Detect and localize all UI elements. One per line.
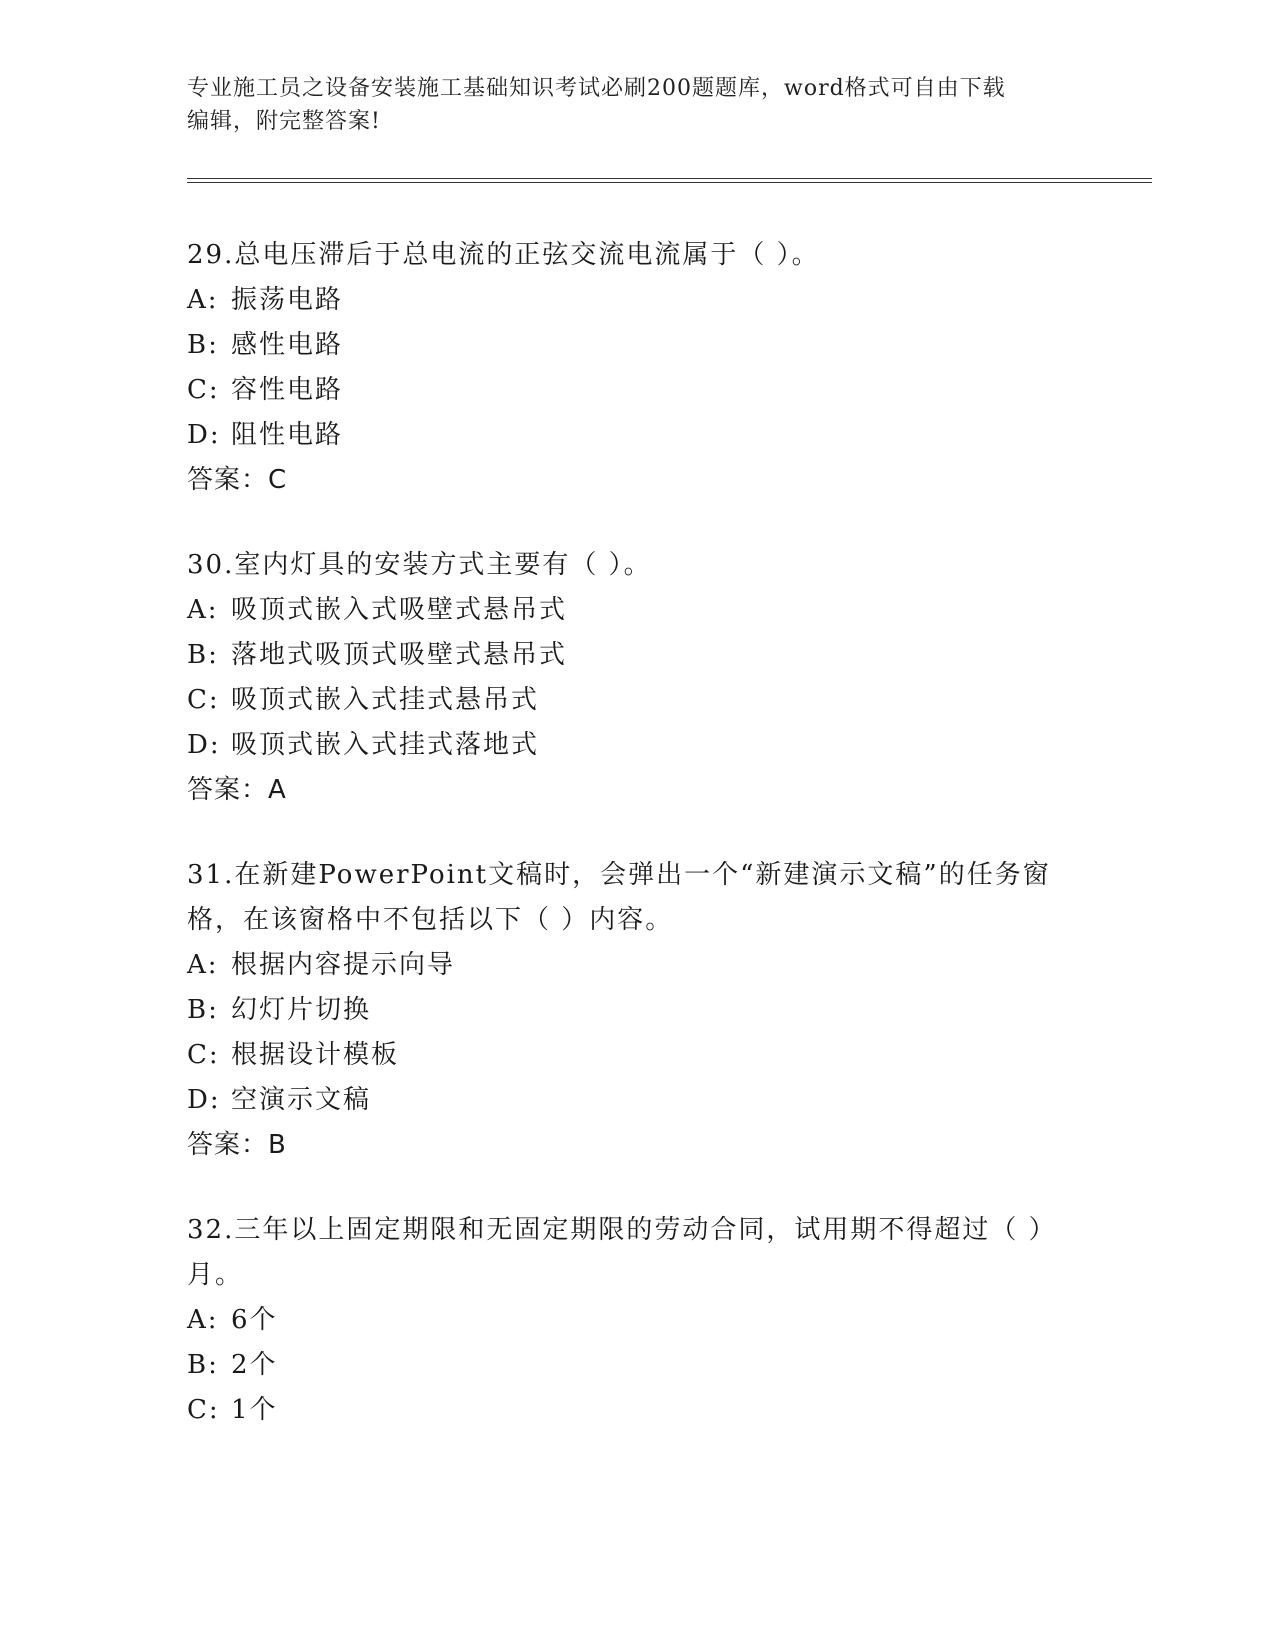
answer-text: 答案：B — [187, 1130, 287, 1160]
option-text: 吸顶式嵌入式吸壁式悬吊式 — [231, 595, 568, 625]
question-title: 31.在新建PowerPoint文稿时，会弹出一个“新建演示文稿”的任务窗格，在该窗格中不包括以下（ ）内容。 — [187, 860, 1051, 935]
question-30 — [187, 543, 1067, 813]
header-line-2: 编辑，附完整答案! — [187, 109, 381, 134]
header-divider-top — [187, 178, 1152, 179]
header-line-1: 专业施工员之设备安装施工基础知识考试必刷200题题库，word格式可自由下载 — [187, 76, 1006, 101]
option-text: 阻性电路 — [231, 420, 344, 450]
option-text: 幻灯片切换 — [231, 995, 372, 1025]
option-text: 振荡电路 — [231, 285, 344, 315]
option-a — [187, 588, 1067, 633]
option-label: B: — [187, 330, 219, 360]
option-text: 空演示文稿 — [231, 1085, 372, 1115]
document-header — [187, 72, 1067, 138]
option-label: C: — [187, 1395, 220, 1425]
answer-text: 答案：C — [187, 465, 288, 495]
question-32 — [187, 1208, 1067, 1433]
option-c — [187, 368, 1067, 413]
option-label: C: — [187, 375, 220, 405]
header-divider-bottom — [187, 182, 1152, 183]
option-c — [187, 1033, 1067, 1078]
question-title: 32.三年以上固定期限和无固定期限的劳动合同，试用期不得超过（ ）月。 — [187, 1215, 1057, 1290]
question-title: 29.总电压滞后于总电流的正弦交流电流属于（ ）。 — [187, 240, 820, 270]
option-text: 1个 — [231, 1395, 278, 1425]
option-label: D: — [187, 420, 221, 450]
option-label: C: — [187, 1040, 220, 1070]
option-b — [187, 633, 1067, 678]
option-label: D: — [187, 1085, 221, 1115]
answer-text: 答案：A — [187, 775, 287, 805]
option-d — [187, 1078, 1067, 1123]
option-text: 吸顶式嵌入式挂式落地式 — [231, 730, 540, 760]
question-29 — [187, 233, 1067, 503]
option-label: D: — [187, 730, 221, 760]
option-label: A: — [187, 285, 219, 315]
option-b — [187, 1343, 1067, 1388]
option-b — [187, 323, 1067, 368]
option-label: B: — [187, 1350, 219, 1380]
option-text: 吸顶式嵌入式挂式悬吊式 — [231, 685, 540, 715]
option-text: 容性电路 — [231, 375, 344, 405]
option-label: A: — [187, 595, 219, 625]
option-d — [187, 723, 1067, 768]
option-label: B: — [187, 995, 219, 1025]
option-text: 6个 — [231, 1305, 278, 1335]
option-b — [187, 988, 1067, 1033]
option-a — [187, 278, 1067, 323]
option-c — [187, 678, 1067, 723]
option-text: 2个 — [231, 1350, 278, 1380]
option-label: C: — [187, 685, 220, 715]
question-title: 30.室内灯具的安装方式主要有（ ）。 — [187, 550, 652, 580]
option-text: 落地式吸顶式吸壁式悬吊式 — [231, 640, 568, 670]
option-a — [187, 943, 1067, 988]
option-label: A: — [187, 950, 219, 980]
option-d — [187, 413, 1067, 458]
option-label: A: — [187, 1305, 219, 1335]
option-a — [187, 1298, 1067, 1343]
option-c — [187, 1388, 1067, 1433]
option-text: 感性电路 — [231, 330, 344, 360]
question-31 — [187, 853, 1067, 1168]
option-text: 根据设计模板 — [231, 1040, 400, 1070]
option-text: 根据内容提示向导 — [231, 950, 456, 980]
question-list — [187, 233, 1067, 1473]
option-label: B: — [187, 640, 219, 670]
